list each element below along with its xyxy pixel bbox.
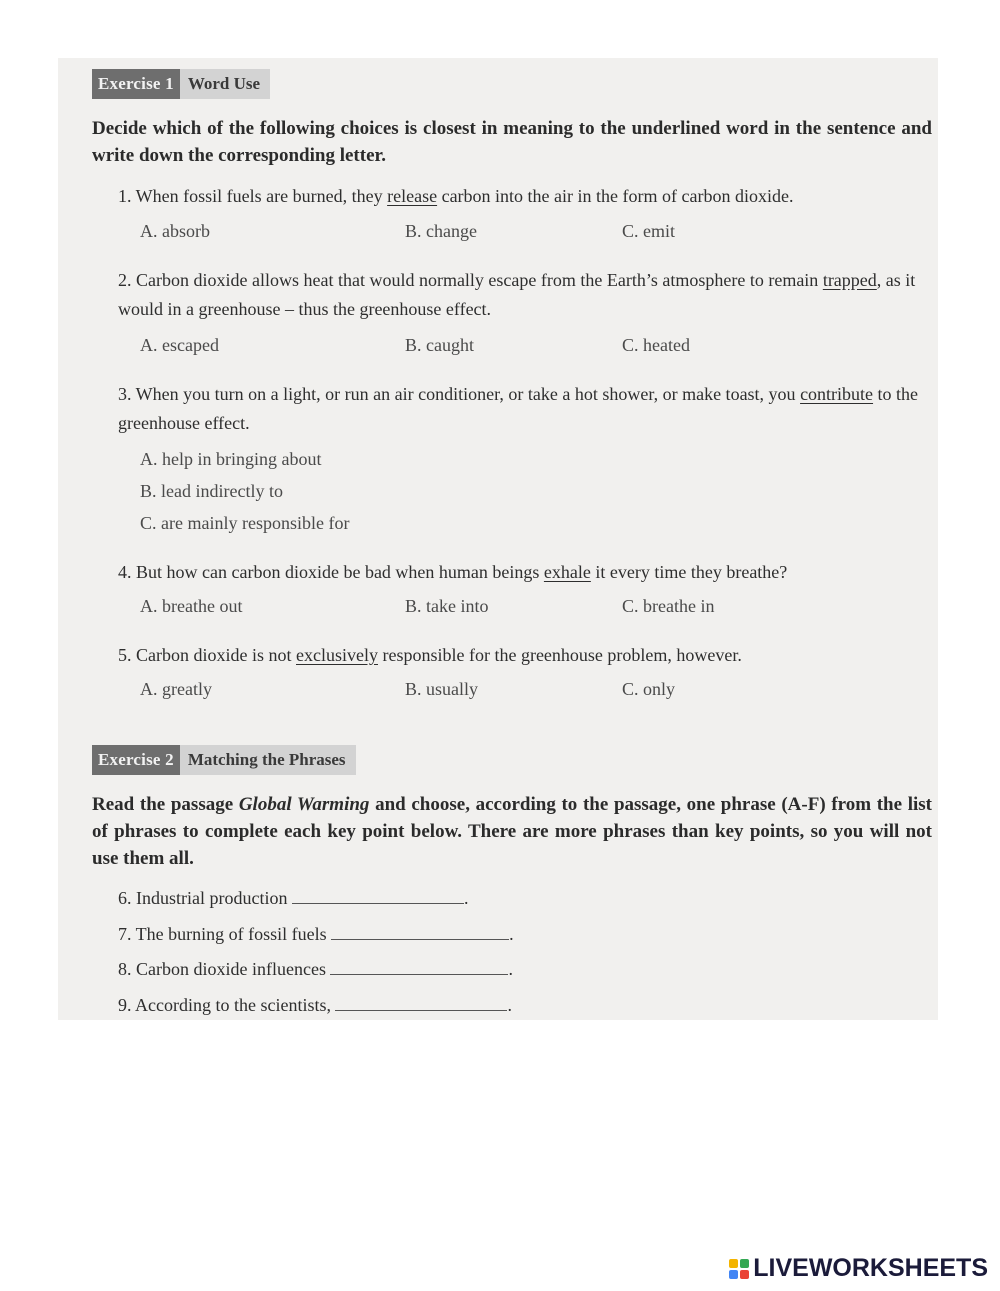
- key-point-7: 7. The burning of fossil fuels .: [118, 924, 514, 944]
- exercise1-number: Exercise 1: [92, 69, 180, 99]
- option-3a: A. help in bringing about: [140, 449, 322, 469]
- underlined-word: contribute: [800, 384, 874, 404]
- question-3: 3. When you turn on a light, or run an air conditioner, or take a hot shower, or make toast, you contribute to the greenhouse effect.: [118, 384, 919, 433]
- exercise1-instructions: Decide which of the following choices is closest in meaning to the underlined word in the sentence and write down the corresponding letter.: [92, 118, 932, 166]
- question-1: 1. When fossil fuels are burned, they release carbon into the air in the form of carbon dioxide.: [118, 186, 794, 206]
- exercise2-instructions: Read the passage Global Warming and choose, according to the passage, one phrase (A-F) from the list of phrases to complete each key point below. There are more phrases than key points, so you will not use them all.: [92, 794, 932, 869]
- option-5b: B. usually: [405, 679, 479, 699]
- answer-blank-7[interactable]: [331, 923, 509, 940]
- option-1c: C. emit: [622, 221, 675, 241]
- underlined-word: release: [387, 186, 438, 206]
- exercise2-number: Exercise 2: [92, 745, 180, 775]
- underlined-word: trapped: [822, 270, 877, 290]
- option-4c: C. breathe in: [622, 596, 715, 616]
- underlined-word: exclusively: [296, 645, 378, 665]
- option-4a: A. breathe out: [140, 596, 243, 616]
- option-2c: C. heated: [622, 335, 690, 355]
- option-2a: A. escaped: [140, 335, 219, 355]
- answer-blank-9[interactable]: [335, 994, 507, 1011]
- key-point-9: 9. According to the scientists, .: [118, 995, 512, 1015]
- option-5c: C. only: [622, 679, 676, 699]
- option-4b: B. take into: [405, 596, 489, 616]
- question-4: 4. But how can carbon dioxide be bad when human beings exhale it every time they breathe?: [118, 562, 788, 582]
- option-3c: C. are mainly responsible for: [140, 513, 350, 533]
- exercise1-header: [92, 69, 270, 99]
- key-point-6: 6. Industrial production .: [118, 888, 469, 908]
- logo-text: LIVEWORKSHEETS: [753, 1254, 988, 1282]
- question-5: 5. Carbon dioxide is not exclusively responsible for the greenhouse problem, however.: [118, 645, 742, 665]
- liveworksheets-logo: [729, 1254, 988, 1283]
- option-1a: A. absorb: [140, 221, 210, 241]
- option-1b: B. change: [405, 221, 477, 241]
- option-5a: A. greatly: [140, 679, 212, 699]
- exercise2-title: Matching the Phrases: [180, 745, 356, 775]
- passage-title: Global Warming: [238, 794, 370, 815]
- key-point-8: 8. Carbon dioxide influences .: [118, 959, 513, 979]
- option-2b: B. caught: [405, 335, 474, 355]
- question-2: 2. Carbon dioxide allows heat that would normally escape from the Earth’s atmosphere to remain trapped, as it would in a greenhouse – thus the greenhouse effect.: [118, 270, 916, 319]
- exercise2-header: [92, 745, 356, 775]
- logo-grid-icon: [729, 1259, 749, 1279]
- option-3b: B. lead indirectly to: [140, 481, 283, 501]
- answer-blank-8[interactable]: [330, 958, 508, 975]
- underlined-word: exhale: [543, 562, 591, 582]
- answer-blank-6[interactable]: [292, 887, 464, 904]
- exercise1-title: Word Use: [180, 69, 270, 99]
